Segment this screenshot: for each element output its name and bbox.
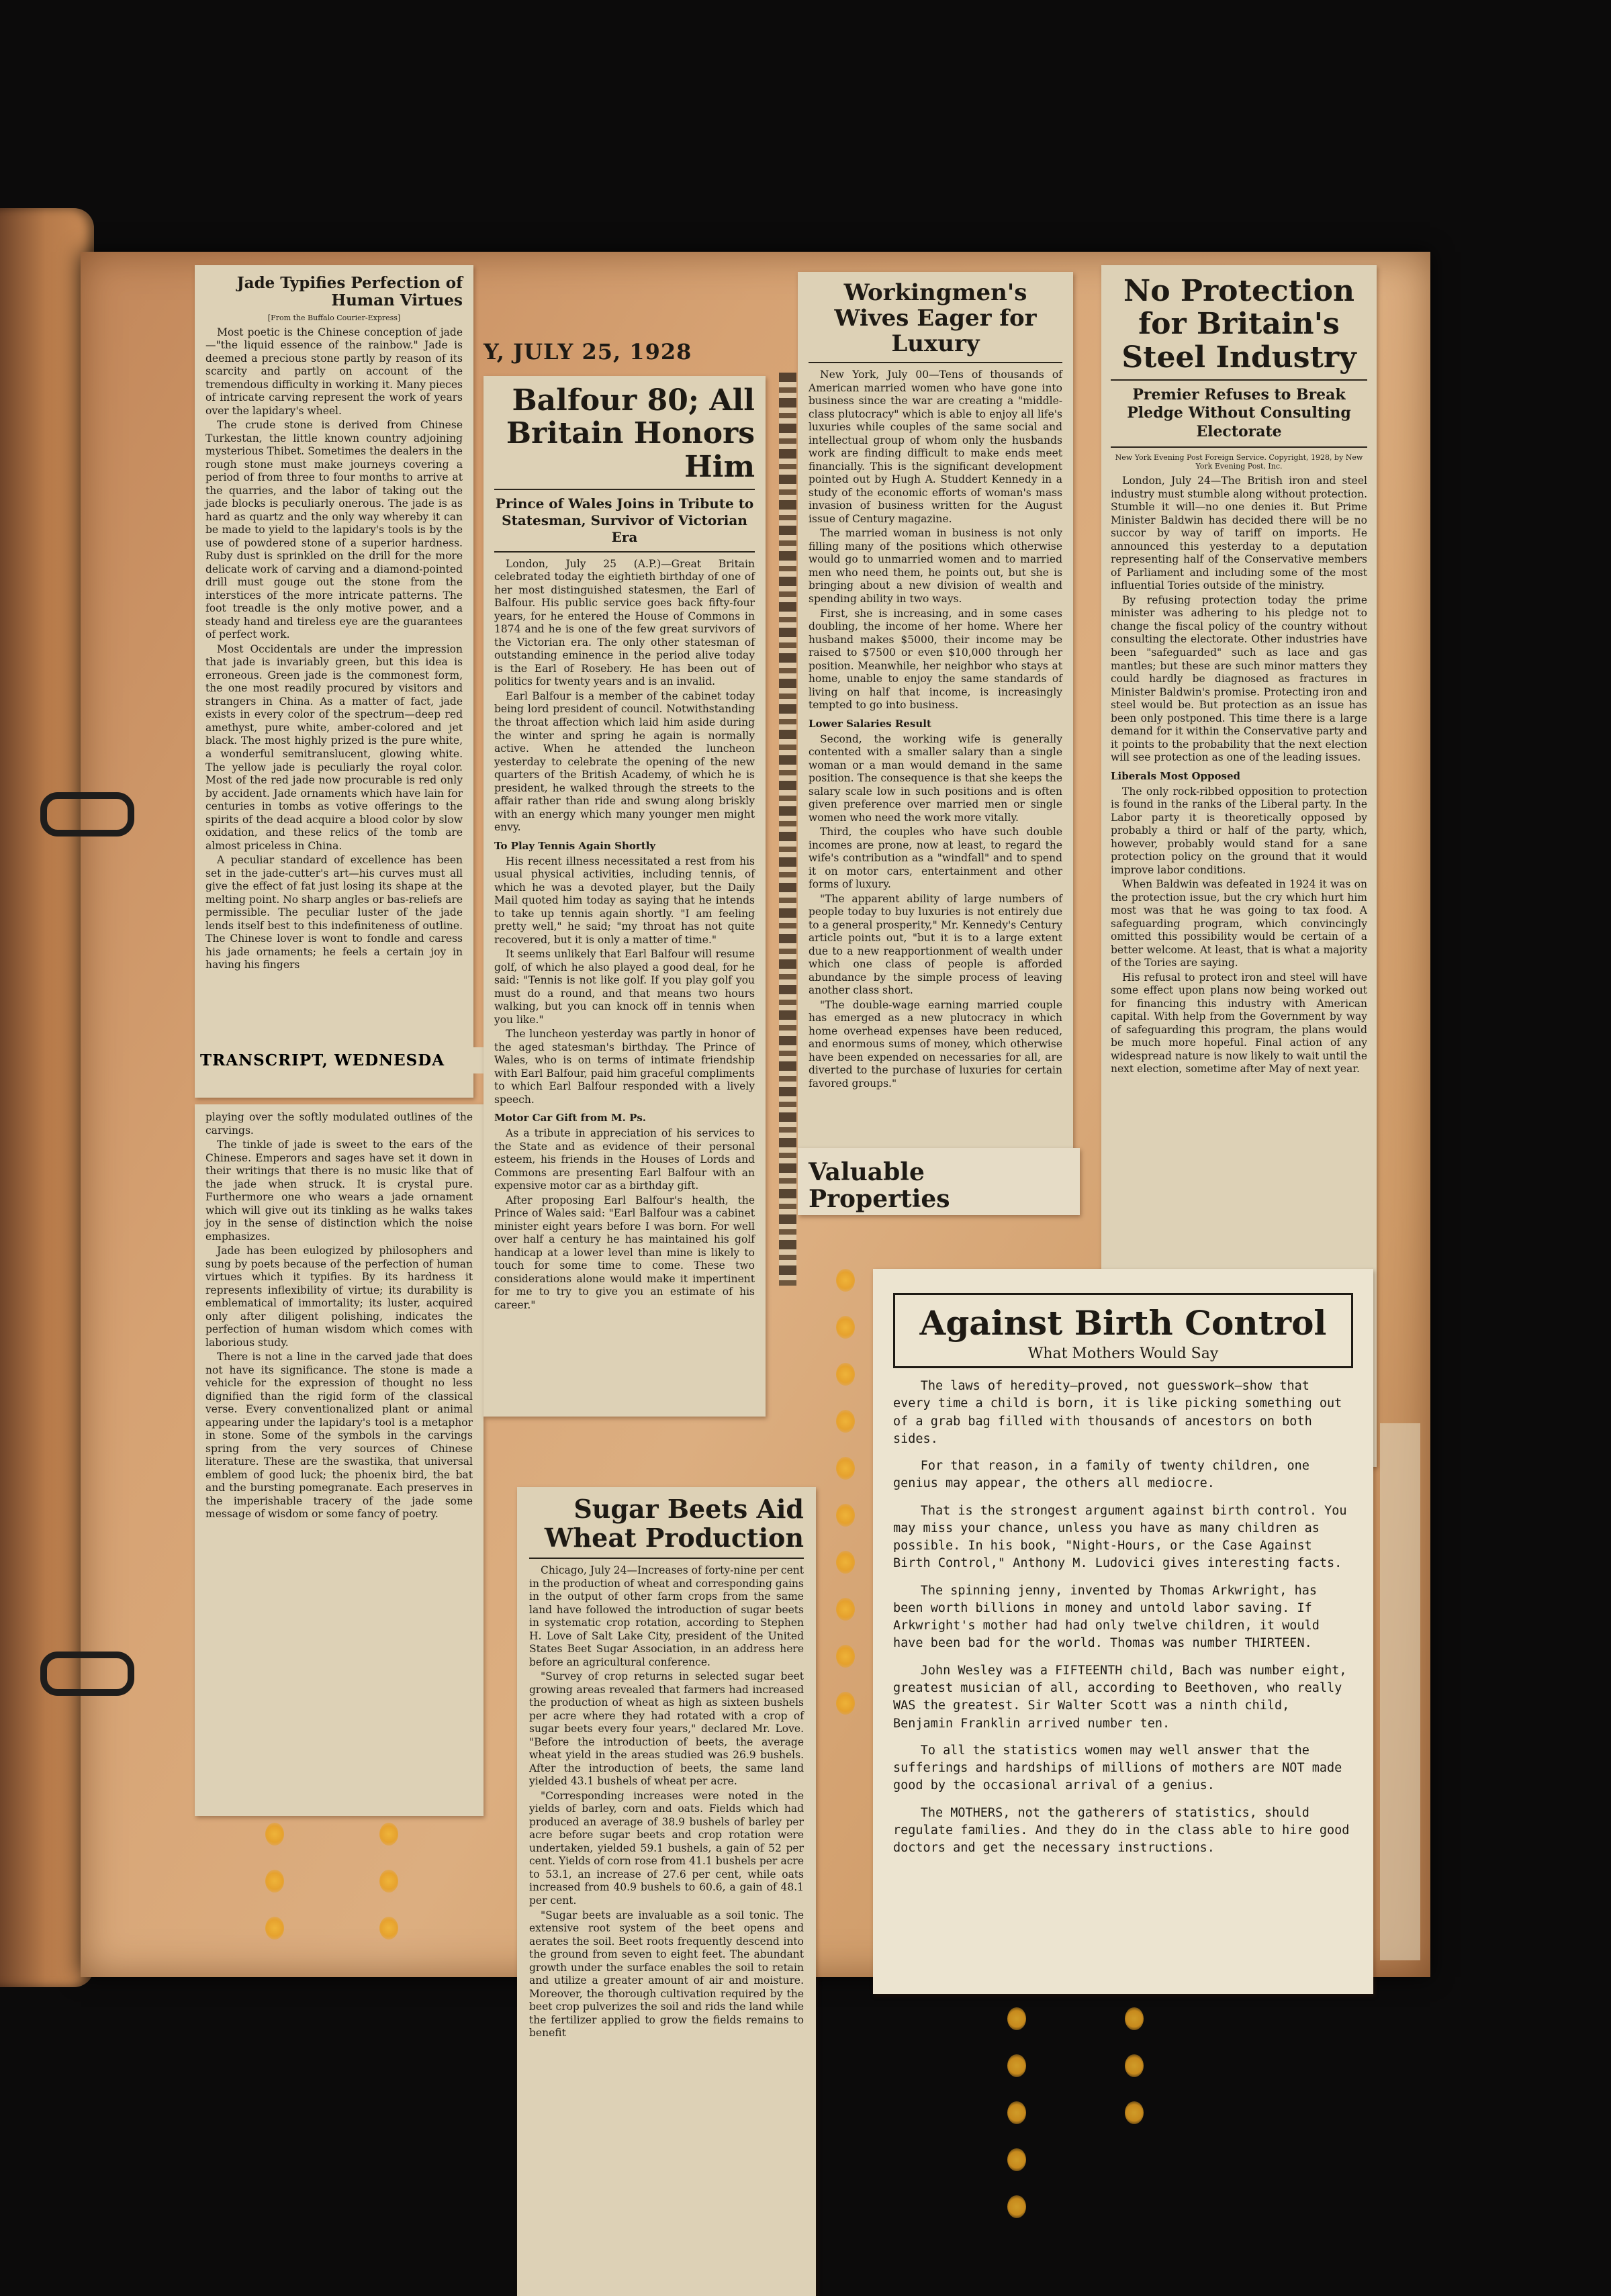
jade-paragraph: There is not a line in the carved jade that does not have its significance. The stone is made a vehicle for the expression of thought no less dignified than the rigid form of the classical verse. Every conventionalized plant or animal appearing under the lapidary's tool is a metaphor in stone. Some of the symbols in the carvings spring from the very sources of Chinese literature. These are the swastika, that universal emblem of good luck; the phoenix bird, the bat and the bursting pomegranate. Each preserves in the imperishable tracery of the jade some message of wisdom or some fancy of poetry. <box>205 1351 473 1521</box>
glue-stain <box>379 1917 398 1940</box>
workingmen-paragraph: First, she is increasing, and in some cases doubling, the income of her home. Where her husband makes $5000, their income may be raised to $7500 or even $10,000 through her position. Meanwhile, her neighbor who stays at home, unable to enjoy the same standards of living on half that income, is increasingly tempted to go into business. <box>809 607 1062 712</box>
workingmen-article <box>798 272 1073 1171</box>
jade-paragraph: The crude stone is derived from Chinese Turkestan, the little known country adjoining mysterious Thibet. Sometimes the dealers in the rough stone must make journeys covering a period of from three to four months to arrive at the quarries, and the labor of taking out the jade blocks is peculiarly onerous. The jade is as hard as quartz and the only way whereby it can be made to yield to the lapidary's tools is by the use of powdered stone of a superior hardness. Ruby dust is sprinkled on the drill for the more delicate work of carving and a diamond-pointed drill must gouge out the stone from the interstices of the more intricate patterns. The foot treadle is the only motive power, and a steady hand and tireless eye are the guarantees of perfect work. <box>205 419 463 641</box>
birth-control-body <box>893 1378 1353 1857</box>
glue-stain <box>1007 2148 1026 2171</box>
workingmen-paragraph: Second, the working wife is generally contented with a smaller salary than a single woman or a man would demand in the same position. The consequence is that she keeps the salary scale low in such positions and is often given preference over married men or single women who need the work more vitally. <box>809 732 1062 824</box>
balfour-body <box>494 558 755 1312</box>
divider <box>494 551 755 553</box>
sugar-paragraph: "Survey of crop returns in selected sugar beet growing areas revealed that farmers had increased the production of wheat as high as sixteen bushels per acre where they had rotated with a crop of sugar beets every four years," declared Mr. Love. "Before the introduction of beets, the average wheat yield in the areas studied was 26.9 bushels. After the introduction of beets, the same land yielded 43.1 bushels of wheat per acre. <box>529 1670 804 1788</box>
glue-stain <box>836 1269 855 1292</box>
glue-stain <box>1125 2007 1144 2030</box>
balfour-paragraph: It seems unlikely that Earl Balfour will resume golf, of which he also played a good deal, for he said: "Tennis is not like golf. If you play golf you must do a round, and that means two hours walking, but you can knock off in tennis when you like." <box>494 948 755 1026</box>
steel-subhead: Premier Refuses to Break Pledge Without Consulting Electorate <box>1127 385 1351 440</box>
july-dateline: Y, JULY 25, 1928 <box>484 339 692 365</box>
sugar-paragraph: "Corresponding increases were noted in the yields of barley, corn and oats. Fields which had produced an average of 38.9 bushels of barley per acre before sugar beets and crop rotation were undertaken, yielded 59.1 bushels, a gain of 52 per cent. Yields of corn rose from 41.1 bushels per acre to 53.1, an increase of 27.6 per cent, while oats increased from 40.9 bushels to 60.6, a gain of 48.1 per cent. <box>529 1789 804 1907</box>
left-page-edge <box>0 208 94 1987</box>
glue-stain <box>265 1870 284 1893</box>
glue-stain <box>836 1504 855 1527</box>
jade-credit: [From the Buffalo Courier-Express] <box>267 313 401 322</box>
jade-paragraph: A peculiar standard of excellence has been set in the jade-cutter's art—his curves must all give the effect of fat just losing its shape at the melting point. No sharp angles or bas-reliefs are permissible. The peculiar luster of the jade lends itself best to this indefiniteness of outline. The Chinese lover is wont to fondle and caress his jade ornaments; he feels a certain joy in having his fingers <box>205 854 463 971</box>
steel-credit: New York Evening Post Foreign Service. Copyright, 1928, by New York Evening Post, Inc. <box>1115 453 1363 471</box>
divider <box>1111 379 1367 381</box>
decorative-border <box>779 373 796 1286</box>
steel-body <box>1111 475 1367 1076</box>
birth-control-subtitle: What Mothers Would Say <box>1027 1345 1219 1362</box>
sugar-beets-article <box>517 1487 816 2296</box>
steel-paragraph: By refusing protection today the prime minister was adhering to his pledge not to change the fiscal policy of the country without consulting the electorate. Other industries have been "safeguarded" such as lace and gas mantles; but these are such minor matters they could hardly be diagnosed as fractures in Minister Baldwin's promise. Protecting iron and steel would be. But protection as an issue has been only postponed. This time there is a large demand for it within the Conservative party and it points to the probability that the next election will see protection as one of the leading issues. <box>1111 593 1367 764</box>
birth-control-title-box <box>893 1293 1353 1368</box>
glue-stain <box>836 1316 855 1339</box>
workingmen-paragraph: New York, July 00—Tens of thousands of American married women who have gone into business since the war are creating a "middle-class plutocracy" which is able to enjoy all life's luxuries while couples of the same social and intellectual group of whom only the husbands work are finding difficult to make ends meet financially. This is the significant development pointed out by Hugh A. Studdert Kennedy in a study of the economic efforts of woman's mass invasion of business written for the August issue of Century magazine. <box>809 369 1062 525</box>
sugar-body <box>529 1564 804 2040</box>
jade-paragraph: The tinkle of jade is sweet to the ears of the Chinese. Emperors and sages have set it down in their writings that there is no music like that of the jade when struck. It is crystal pure. Furthermore one who wears a jade ornament which will give out its tinkling as he walks takes joy in the sense of distinction which the noise emphasizes. <box>205 1139 473 1243</box>
steel-paragraph: When Baldwin was defeated in 1924 it was on the protection issue, but the cry which hurt him most was that he was going to tax food. A safeguarding program, which convincingly omitted this possibility would be certain of a better welcome. At least, that is what a majority of the Tories are saying. <box>1111 878 1367 969</box>
balfour-paragraph: His recent illness necessitated a rest from his usual physical activities, including tennis, of which he was a devoted player, but the Daily Mail quoted him today as saying that he intends to take up tennis again shortly. "I am feeling pretty well," he said; "my throat has not quite recovered, but it is only a matter of time." <box>494 855 755 946</box>
jade-article <box>195 265 473 1098</box>
workingmen-paragraph: Third, the couples who have such double incomes are prone, now at least, to regard the wife's contribution as a "windfall" and to spend it on motor cars, entertainment and other forms of luxury. <box>809 826 1062 891</box>
birth-control-paragraph: For that reason, in a family of twenty children, one genius may appear, the others all mediocre. <box>893 1459 1309 1491</box>
steel-section-head: Liberals Most Opposed <box>1111 769 1240 782</box>
workingmen-headline: Workingmen's Wives Eager for Luxury <box>834 279 1037 358</box>
jade-body <box>205 326 463 972</box>
balfour-headline: Balfour 80; All Britain Honors Him <box>506 383 755 484</box>
birth-control-title: Against Birth Control <box>919 1303 1327 1343</box>
balfour-article <box>484 376 766 1417</box>
balfour-paragraph: After proposing Earl Balfour's health, the Prince of Wales said: "Earl Balfour was a cabinet minister eight years before I was born. For well over half a century he has maintained his golf handicap at a lower level than mine is likely to touch for some time to come. These two considerations alone would make it impertinent for me to try to give you an estimate of his career." <box>494 1194 755 1311</box>
workingmen-paragraph: "The double-wage earning married couple has emerged as a new plutocracy in which home overhead expenses have been reduced, and enormous sums of money, which otherwise have been expended on necessaries for all, are diverted to the purchase of luxuries for certain favored groups." <box>809 998 1062 1090</box>
glue-stain <box>836 1692 855 1715</box>
balfour-paragraph: The luncheon yesterday was partly in honor of the aged statesman's birthday. The Prince of Wales, who is on terms of intimate friendship with Earl Balfour, paid him graceful compliments to which Earl Balfour responded with a lively speech. <box>494 1028 755 1106</box>
balfour-paragraph: As a tribute in appreciation of his services to the State and as evidence of their personal esteem, his friends in the Houses of Lords and Commons are presenting Earl Balfour with an expensive motor car as a birthday gift. <box>494 1127 755 1192</box>
birth-control-paragraph: The laws of heredity—proved, not guesswork—show that every time a child is born, it is like picking something out of a grab bag filled with thousands of ancestors on both sides. <box>893 1379 1342 1446</box>
sugar-paragraph: "Sugar beets are invaluable as a soil tonic. The extensive root system of the beet opens and aerates the soil. Beet roots frequently descend into the ground from seven to eight feet. The abundant growth under the surface enables the soil to retain and utilize a greater amount of air and moisture. Moreover, the thorough cultivation required by the beet crop pulverizes the soil and rids the land while the fertilizer applied to grow the fields remains to benefit <box>529 1909 804 2040</box>
glue-stain <box>379 1870 398 1893</box>
birth-control-clipping <box>873 1269 1373 1994</box>
glue-stain <box>265 1917 284 1940</box>
sugar-paragraph: Chicago, July 24—Increases of forty-nine per cent in the production of wheat and corresponding gains in the output of other farm crops from the same land have followed the introduction of sugar beets in systematic crop rotation, according to Stephen H. Love of Salt Lake City, president of the United States Beet Sugar Association, in an address here before an agricultural conference. <box>529 1564 804 1668</box>
balfour-paragraph: Earl Balfour is a member of the cabinet today being lord president of council. Notwithstanding the throat affection which laid him aside during the winter and spring he again is normally active. When he attended the luncheon yesterday to celebrate the opening of the new quarters of the British Academy, of which he is president, he walked through the streets to the affair rather than ride and swung along briskly with an energy which many younger men might envy. <box>494 689 755 834</box>
glue-stain <box>1007 2101 1026 2124</box>
jade-article-continued <box>195 1104 484 1816</box>
jade-paragraph: playing over the softly modulated outlines of the carvings. <box>205 1111 473 1137</box>
balfour-paragraph: London, July 25 (A.P.)—Great Britain celebrated today the eightieth birthday of one of her most distinguished statesmen, the Earl of Balfour. His public service goes back fifty-four years, for he entered the House of Commons in 1874 and he is one of the few great survivors of the Victorian era. The only other statesman of outstanding eminence in the period alive today is the Earl of Rosebery. He has been out of politics for twenty years and is an invalid. <box>494 557 755 688</box>
workingmen-section-head: Lower Salaries Result <box>809 717 931 730</box>
glue-stain <box>836 1551 855 1574</box>
workingmen-paragraph: The married woman in business is not only filling many of the positions which otherwise would go to unmarried women and to married men who need them, he points out, but she is bringing about a new division of wealth and spending ability in two ways. <box>809 527 1062 605</box>
balfour-section-head: Motor Car Gift from M. Ps. <box>494 1112 647 1125</box>
divider <box>494 489 755 490</box>
divider <box>809 362 1062 363</box>
glue-stain <box>836 1645 855 1668</box>
sugar-headline: Sugar Beets Aid Wheat Production <box>544 1494 804 1553</box>
glue-stain <box>1125 2054 1144 2077</box>
divider <box>1111 446 1367 448</box>
glue-stain <box>836 1457 855 1480</box>
binder-ring-icon <box>40 1652 134 1696</box>
steel-headline: No Protection for Britain's Steel Industry <box>1121 274 1356 375</box>
jade-paragraph: Most Occidentals are under the impression that jade is invariably green, but this idea is erroneous. Green jade is the commonest form, the one most readily procured by visitors and strangers in China. As a matter of fact, jade exists in every color of the spectrum—deep red amethyst, pure white, amber-colored and jet black. The most highly prized is the pure white, a wonderful semitranslucent, glowing white. The yellow jade is peculiarly the royal color. Most of the red jade now procurable is red only by accident. Jade ornaments which have lain for centuries in tombs as votive offerings to the spirits of the dead acquire a blood color by slow oxidation, and these relics of the tomb are almost priceless in China. <box>205 642 463 852</box>
glue-stain <box>265 1823 284 1846</box>
steel-paragraph: The only rock-ribbed opposition to protection is found in the ranks of the Liberal party. In the Labor party it is theoretically opposed by probably a third or half of the party, which, however, probably would stand for a sane protection policy on the ground that it would improve labor conditions. <box>1111 785 1367 876</box>
glue-stain <box>1007 2195 1026 2218</box>
glue-stain <box>1007 2054 1026 2077</box>
transcript-dateline: TRANSCRIPT, WEDNESDA <box>196 1047 485 1073</box>
birth-control-paragraph: The spinning jenny, invented by Thomas Arkwright, has been worth billions in money and untold labor saving. If Arkwright's mother had had only twelve children, it would have been bad for the world. Thomas was number THIRTEEN. <box>893 1583 1320 1651</box>
steel-paragraph: His refusal to protect iron and steel will have some effect upon plans now being worked out for financing this industry with American capital. With help from the Government by way of safeguarding this program, the plans would be much more hopeful. Final action of any widespread nature is now likely to wait until the next election, sometime after May of next year. <box>1111 971 1367 1075</box>
workingmen-paragraph: "The apparent ability of large numbers of people today to buy luxuries is not entirely due to a general prosperity," Mr. Kennedy's Century article points out, "but it is to a large extent due to a new reapportionment of wealth under which one class of people is afforded abundance by the simple process of leaving another class short. <box>809 892 1062 997</box>
jade-paragraph: Jade has been eulogized by philosophers and sung by poets because of the perfection of human virtues which it typifies. By its hardness it represents inflexibility of virtue; its durability is emblematical of immortality; its luster, acquired only after diligent polishing, indicates the perfection of human wisdom which comes with laborious study. <box>205 1245 473 1349</box>
binder-ring-icon <box>40 792 134 836</box>
jade-headline: Jade Typifies Perfection of Human Virtues <box>236 274 463 309</box>
birth-control-paragraph: John Wesley was a FIFTEENTH child, Bach was number eight, greatest musician of all, according to Beethoven, who really WAS the greatest. Sir Walter Scott was a ninth child, Benjamin Franklin arrived number ten. <box>893 1663 1347 1731</box>
edge-scrap <box>1380 1423 1420 1960</box>
workingmen-body <box>809 369 1062 1090</box>
glue-stain <box>1125 2101 1144 2124</box>
glue-stain <box>1007 2007 1026 2030</box>
divider <box>529 1558 804 1559</box>
steel-paragraph: London, July 24—The British iron and steel industry must stumble along without protection. Stumble it will—no one denies it. But Prime Minister Baldwin has decided there will be no succor by way of tariff on imports. He announced this yesterday to a deputation representing half of the Conservative members of Parliament and including some of the most influential Tories outside of the ministry. <box>1111 475 1367 592</box>
jade-paragraph: Most poetic is the Chinese conception of jade—"the liquid essence of the rainbow." Jade is deemed a precious stone partly by reason of its scarcity and partly on account of the tremendous difficulty in working it. Many pieces of intricate carving represent the work of years over the lapidary's wheel. <box>205 326 463 417</box>
glue-stain <box>836 1598 855 1621</box>
glue-stain <box>836 1363 855 1386</box>
birth-control-paragraph: To all the statistics women may well answer that the sufferings and hardships of millions of mothers are NOT made good by the occasional arrival of a genius. <box>893 1743 1342 1793</box>
valuable-properties-clipping <box>798 1148 1080 1215</box>
birth-control-paragraph: That is the strongest argument against birth control. You may miss your chance, unless you have as many children as possible. In his book, "Night-Hours, or the Case Against Birth Control," Anthony M. Ludovici gives interesting facts. <box>893 1503 1347 1571</box>
valuable-headline: Valuable Properties <box>809 1158 950 1214</box>
balfour-section-head: To Play Tennis Again Shortly <box>494 839 656 852</box>
birth-control-paragraph: The MOTHERS, not the gatherers of statistics, should regulate families. And they do in the class able to hire good doctors and get the necessary instructions. <box>893 1805 1350 1856</box>
jade-continued-body <box>205 1111 473 1521</box>
glue-stain <box>379 1823 398 1846</box>
balfour-subhead: Prince of Wales Joins in Tribute to Statesman, Survivor of Victorian Era <box>495 495 754 545</box>
glue-stain <box>836 1410 855 1433</box>
